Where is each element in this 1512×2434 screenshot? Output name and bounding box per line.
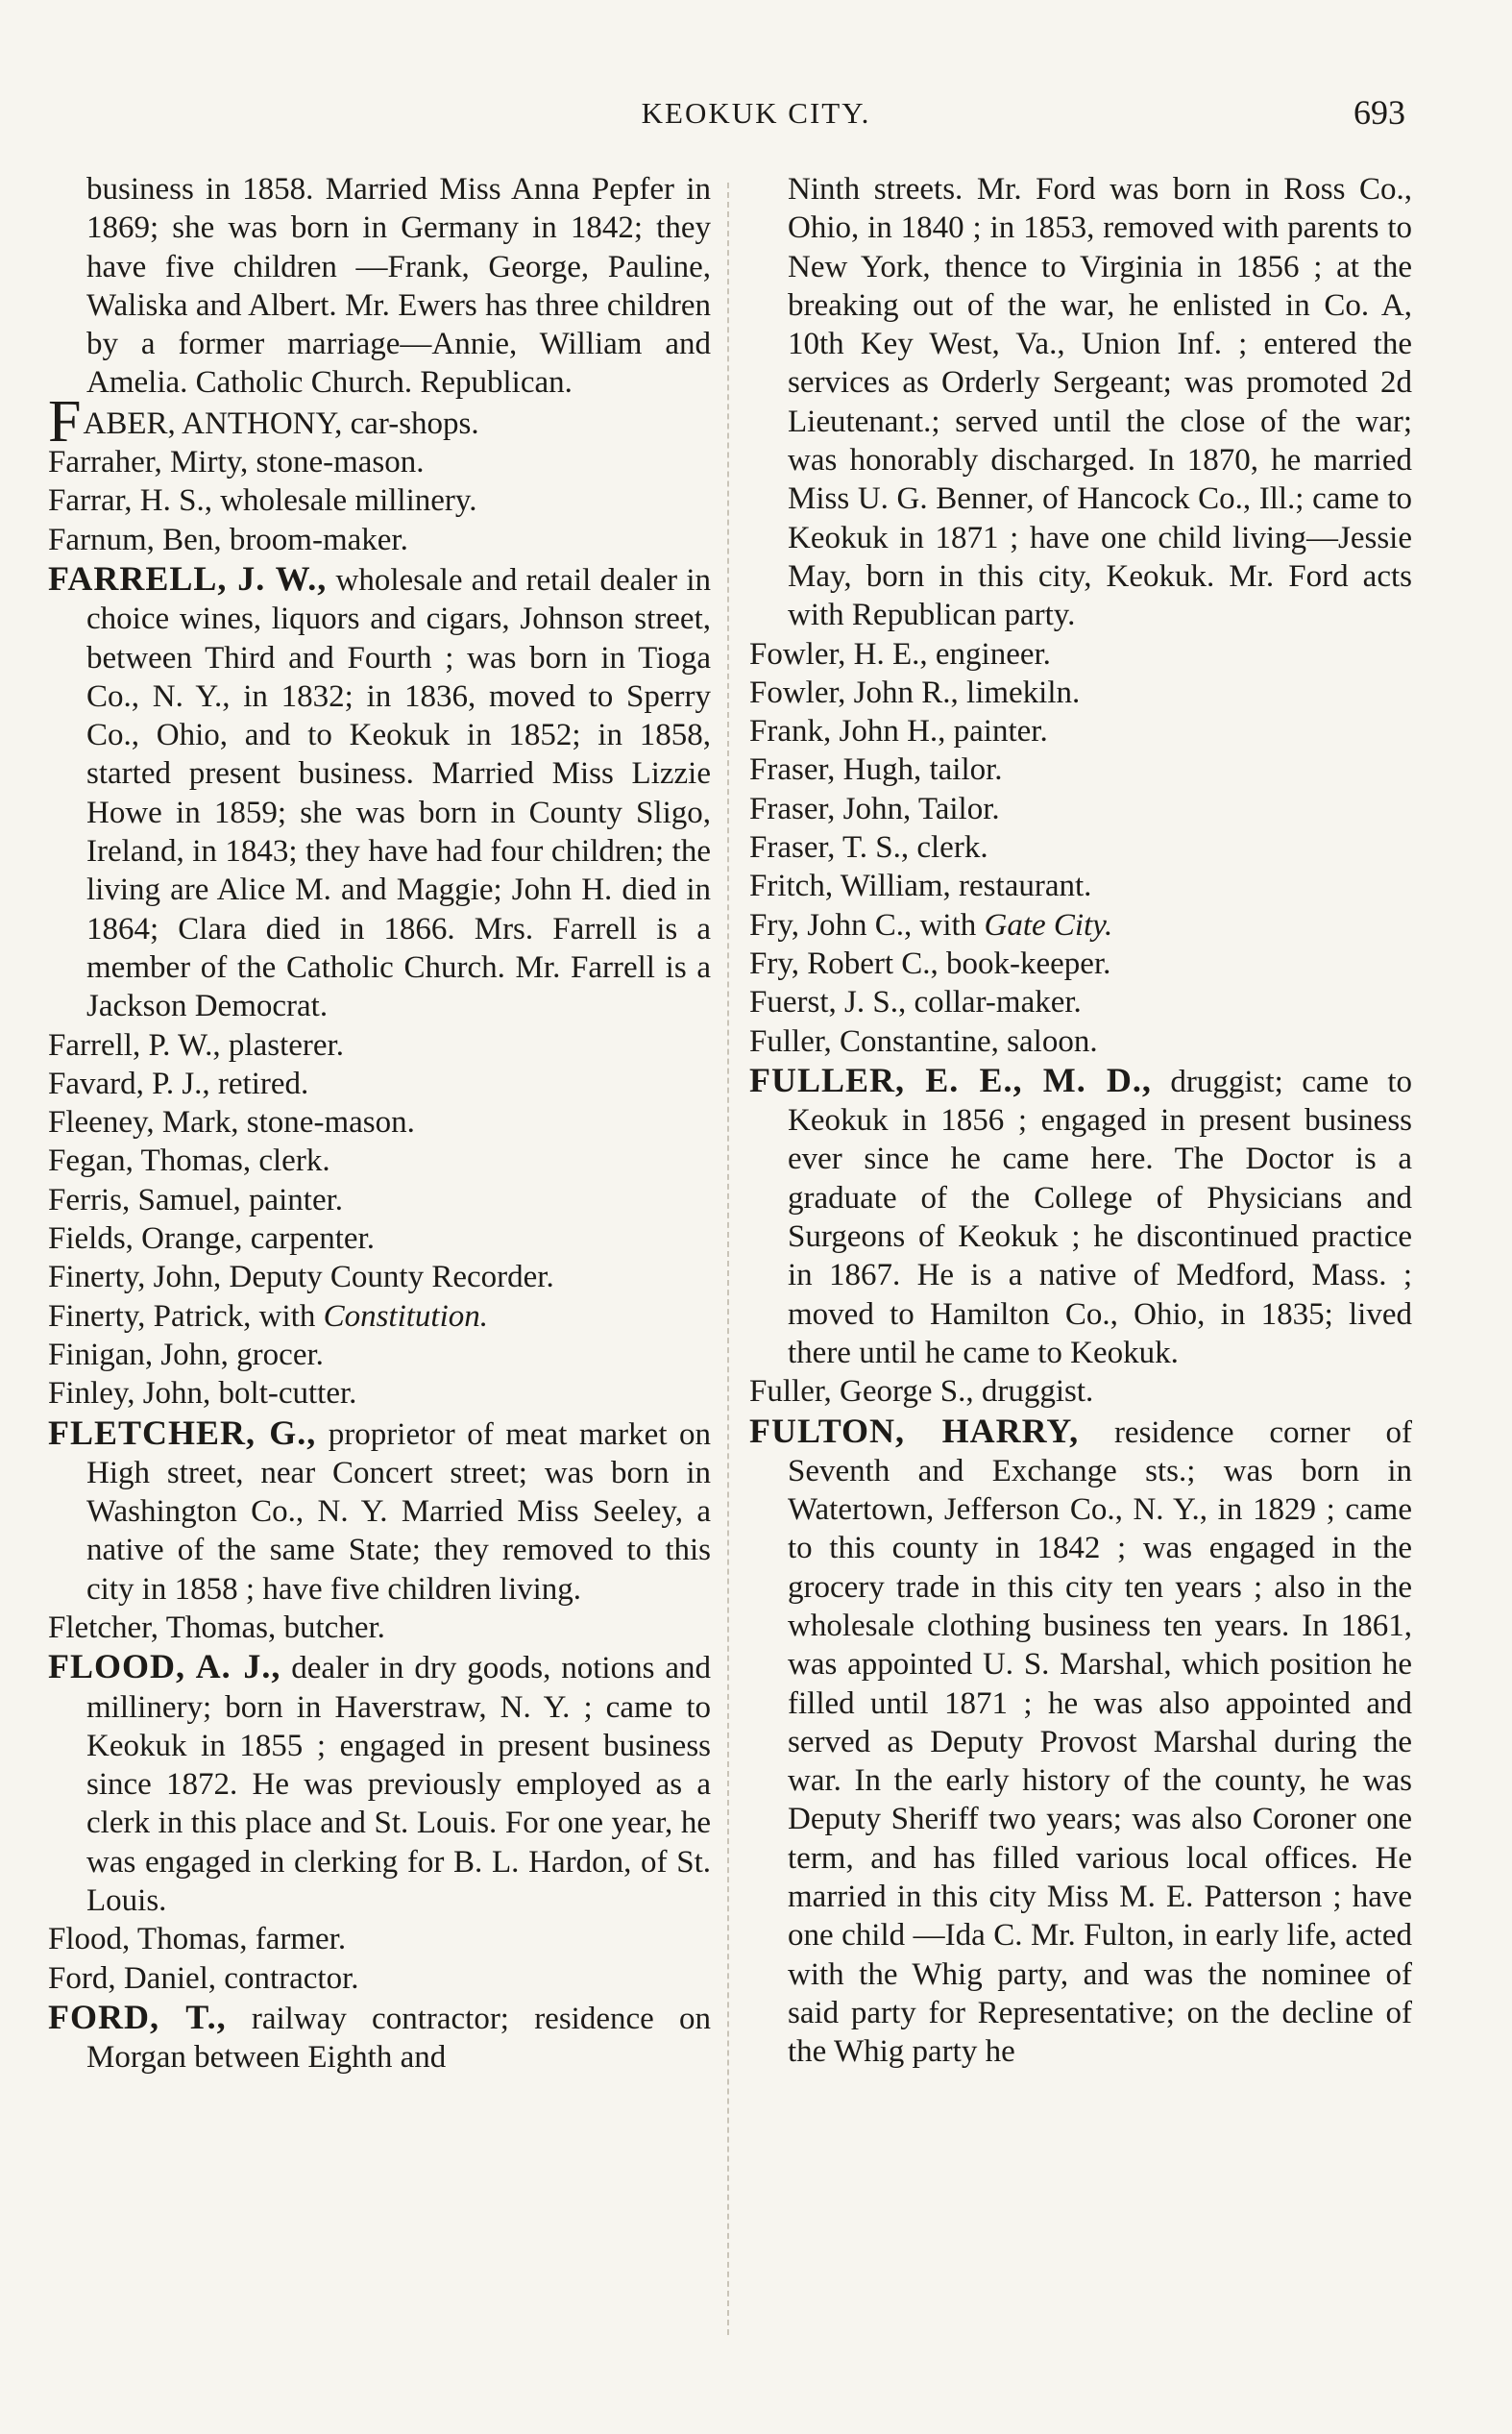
entry-description: railway contractor; residence on Morgan between Eighth and bbox=[86, 2001, 711, 2076]
entry-text: Finerty, Patrick, with bbox=[48, 1298, 324, 1334]
entry-name: FARRELL, J. W., bbox=[48, 558, 328, 598]
left-column bbox=[48, 170, 711, 2078]
entry-description: wholesale and retail dealer in choice wines, liquors and cigars, Johnson street, between Third and Fourth ; was born in Tioga Co., N. Y., in 1832; in 1836, moved to Sperry Co., Ohio, and to Keokuk in 1852; in 1858, started present business. Married Miss Lizzie Howe in 1859; she was born in County Sligo, Ireland, in 1843; they have had four children; the living are Alice M. and Maggie; John H. died in 1864; Clara died in 1866. Mrs. Farrell is a member of the Catholic Church. Mr. Farrell is a Jackson Democrat. bbox=[86, 562, 711, 1024]
directory-entry: Fry, Robert C., book-keeper. bbox=[749, 946, 1111, 981]
directory-entry: Finley, John, bolt-cutter. bbox=[48, 1376, 357, 1412]
directory-entry: Finerty, John, Deputy County Recorder. bbox=[48, 1260, 554, 1295]
bio-entry-fletcher bbox=[48, 1414, 711, 1609]
continued-entry: business in 1858. Married Miss Anna Pepfer in 1869; she was born in Germany in 1842; they have five children —Frank, George, Pauline, Waliska and Albert. Mr. Ewers has three children by a former marriage—Annie, William and Amelia. Catholic Church. Republican. bbox=[86, 172, 711, 401]
directory-entry: Ferris, Samuel, painter. bbox=[48, 1182, 344, 1217]
newspaper-title: Constitution. bbox=[323, 1298, 489, 1334]
directory-entry: Fritch, William, restaurant. bbox=[749, 869, 1092, 904]
entry-name: FLOOD, A. J., bbox=[48, 1647, 281, 1686]
running-head: KEOKUK CITY. bbox=[641, 96, 871, 130]
continued-entry: Ninth streets. Mr. Ford was born in Ross Co., Ohio, in 1840 ; in 1853, removed with parents to New York, thence to Virginia in 1856 ; at the breaking out of the war, he enlisted in Co. A, 10th Key West, Va., Union Inf. ; entered the services as Orderly Sergeant; was promoted 2d Lieutenant.; served until the close of the war; was honorably discharged. In 1870, he married Miss U. G. Benner, of Hancock Co., Ill.; came to Keokuk in 1871 ; have one child living—Jessie May, born in this city, Keokuk. Mr. Ford acts with Republican party. bbox=[788, 172, 1412, 633]
bio-entry-ford bbox=[48, 1998, 711, 2078]
directory-entry: Farnum, Ben, broom-maker. bbox=[48, 522, 408, 557]
directory-entry: Fraser, Hugh, tailor. bbox=[749, 752, 1003, 788]
initial-capital: F bbox=[48, 388, 82, 455]
directory-entry: Fields, Orange, carpenter. bbox=[48, 1221, 375, 1257]
entry-faber bbox=[48, 388, 711, 455]
entry-description: residence corner of Seventh and Exchange sts.; was born in Watertown, Jefferson Co., N. Y., in 1829 ; came to this county in 1842 ; was engaged in the grocery trade in this city ten years ; also in the wholesale clothing business ten years. In 1861, was appointed U. S. Marshal, which position he filled until 1871 ; he was also appointed and served as Deputy Provost Marshal during the war. In the early history of the county, he was Deputy Sheriff two years; was also Coroner one term, and has filled various local offices. He married in this city Miss M. E. Patterson ; have one child —Ida C. Mr. Fulton, in early life, acted with the Whig party, and was the nominee of said party for Representative; on the decline of the Whig party he bbox=[788, 1414, 1412, 2070]
directory-entry: Fowler, John R., limekiln. bbox=[749, 675, 1081, 710]
page-header bbox=[0, 93, 1512, 144]
entry-description: car-shops. bbox=[342, 406, 479, 441]
bio-entry-farrell bbox=[48, 559, 711, 1026]
directory-entry: Fuller, George S., druggist. bbox=[749, 1374, 1094, 1410]
directory-entry: Fuerst, J. S., collar-maker. bbox=[749, 985, 1082, 1020]
right-column bbox=[749, 170, 1412, 2072]
directory-entry: Ford, Daniel, contractor. bbox=[48, 1960, 359, 1996]
bio-entry-fulton bbox=[749, 1412, 1412, 2072]
page-number: 693 bbox=[1353, 93, 1405, 132]
directory-entry: Farrell, P. W., plasterer. bbox=[48, 1027, 344, 1063]
directory-entry bbox=[749, 906, 1412, 945]
bio-entry-fuller bbox=[749, 1061, 1412, 1372]
directory-entry: Fleeney, Mark, stone-mason. bbox=[48, 1105, 415, 1141]
directory-entry: Fowler, H. E., engineer. bbox=[749, 636, 1051, 672]
newspaper-title: Gate City. bbox=[984, 907, 1113, 943]
entry-description: dealer in dry goods, notions and millinery; born in Haverstraw, N. Y. ; came to Keokuk in 1855 ; engaged in present business since 1872. He was previously employed as a clerk in this place and St. Louis. For one year, he was engaged in clerking for B. L. Hardon, of St. Louis. bbox=[86, 1651, 711, 1919]
directory-entry: Frank, John H., painter. bbox=[749, 714, 1048, 750]
directory-entry: Fegan, Thomas, clerk. bbox=[48, 1143, 330, 1179]
entry-name: FULLER, E. E., M. D., bbox=[749, 1060, 1152, 1099]
entry-name: FORD, T., bbox=[48, 1997, 227, 2036]
directory-entry: Fraser, T. S., clerk. bbox=[749, 830, 988, 866]
entry-description: druggist; came to Keokuk in 1856 ; engaged in present business ever since he came here. The Doctor is a graduate of the College of Physicians and Surgeons of Keokuk ; he discontinued practice in 1867. He is a native of Medford, Mass. ; moved to Hamilton Co., Ohio, in 1835; lived there until he came to Keokuk. bbox=[788, 1064, 1412, 1370]
directory-entry: Fraser, John, Tailor. bbox=[749, 791, 1000, 826]
directory-entry: Favard, P. J., retired. bbox=[48, 1066, 309, 1101]
entry-name: FLETCHER, G., bbox=[48, 1413, 317, 1452]
directory-entry: Farraher, Mirty, stone-mason. bbox=[48, 445, 425, 480]
bio-entry-flood bbox=[48, 1647, 711, 1920]
directory-entry: Finigan, John, grocer. bbox=[48, 1337, 324, 1372]
directory-entry: Fuller, Constantine, saloon. bbox=[749, 1023, 1098, 1059]
column-divider bbox=[727, 183, 729, 2335]
directory-entry: Farrar, H. S., wholesale millinery. bbox=[48, 483, 477, 519]
directory-entry: Fletcher, Thomas, butcher. bbox=[48, 1610, 385, 1645]
entry-name: ABER, ANTHONY, bbox=[83, 406, 343, 441]
entry-name: FULTON, HARRY, bbox=[749, 1411, 1080, 1450]
entry-description: proprietor of meat market on High street, near Concert street; was born in Washington Co., N. Y. Married Miss Seeley, a native of the same State; they removed to this city in 1858 ; have five children living. bbox=[86, 1416, 711, 1607]
directory-entry: Flood, Thomas, farmer. bbox=[48, 1922, 347, 1957]
directory-entry bbox=[48, 1297, 711, 1336]
entry-text: Fry, John C., with bbox=[749, 907, 985, 943]
